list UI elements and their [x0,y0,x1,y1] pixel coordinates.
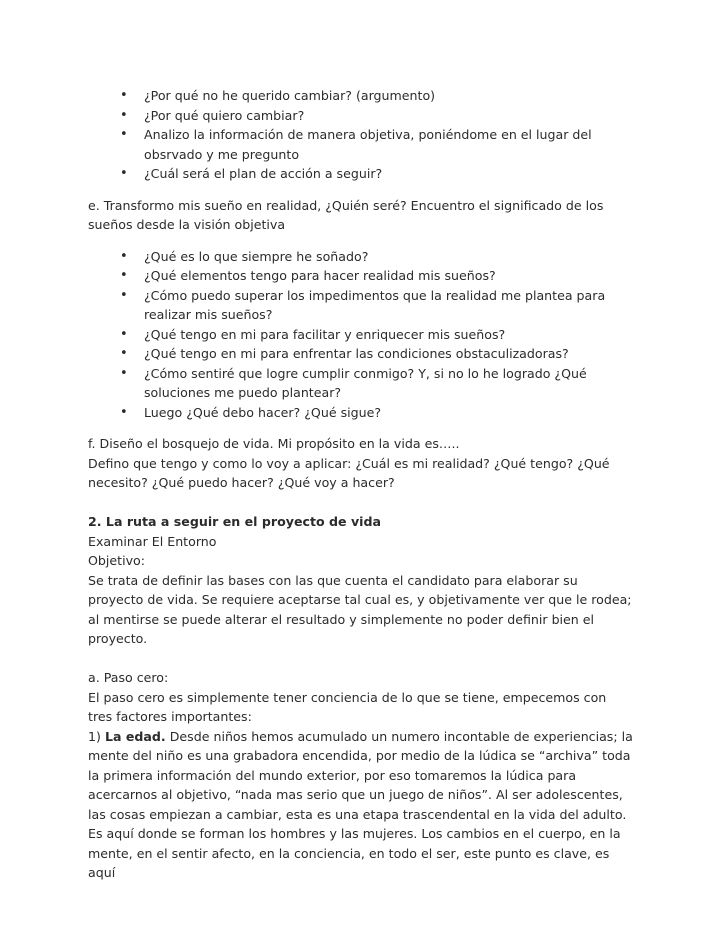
paragraph-f-title: f. Diseño el bosquejo de vida. Mi propósito en la vida es….. [88,436,460,451]
list-item: • ¿Qué tengo en mi para facilitar y enriquecer mis sueños? [88,325,633,345]
paragraph-f-body: Defino que tengo y como lo voy a aplicar: ¿Cuál es mi realidad? ¿Qué tengo? ¿Qué necesito? ¿Qué puedo hacer? ¿Qué voy a hacer? [88,455,610,490]
edad-text: Desde niños hemos acumulado un numero incontable de experiencias; la mente del niño es una grabadora encendida, por medio de la lúdica se “archiva” toda la primera información del mundo exterior, por eso tomaremos la lúdica para acercarnos al objetivo, “nada mas serio que un juego de niños”. Al ser adolescentes, las cosas empiezan a cambiar, esta es una etapa trascendental en la vida del adulto. Es aquí donde se forman los hombres y las mujeres. Los cambios en el cuerpo, en la mente, en el sentir afecto, en la conciencia, en todo el ser, este punto es clave, es aquí [88,728,633,880]
question-list-2 [88,247,633,423]
edad-paragraph [88,727,633,883]
section-2-objective-label: Objetivo: [88,553,145,568]
list-item: • Luego ¿Qué debo hacer? ¿Qué sigue? [88,403,633,423]
list-item: • ¿Qué tengo en mi para enfrentar las condiciones obstaculizadoras? [88,344,633,364]
edad-label: La edad. [104,728,166,744]
section-2-heading: 2. La ruta a seguir en el proyecto de vida [88,514,381,529]
question-list-1 [88,86,633,184]
list-item: • ¿Cómo sentiré que logre cumplir conmigo? Y, si no lo he logrado ¿Qué soluciones me puedo plantear? [88,364,633,403]
paragraph-e: e. Transformo mis sueño en realidad, ¿Quién seré? Encuentro el significado de los sueños desde la visión objetiva [88,197,604,232]
section-2-subtitle: Examinar El Entorno [88,533,217,549]
list-item: • ¿Qué elementos tengo para hacer realidad mis sueños? [88,266,633,286]
list-item: • ¿Cuál será el plan de acción a seguir? [88,164,633,184]
section-2-body: Se trata de definir las bases con las que cuenta el candidato para elaborar su proyecto de vida. Se requiere aceptarse tal cual es, y objetivamente ver que le rodea; al mentirse se puede alterar el resultado y simplemente no poder definir bien el proyecto. [88,572,632,646]
paso-cero-body: El paso cero es simplemente tener conciencia de lo que se tiene, empecemos con tres factores importantes: [88,689,607,724]
list-item: • ¿Por qué no he querido cambiar? (argumento) [88,86,633,106]
edad-number: 1) [88,728,105,744]
list-item: • ¿Qué es lo que siempre he soñado? [88,247,633,267]
paso-cero-title: a. Paso cero: [88,670,169,685]
list-item: • ¿Cómo puedo superar los impedimentos que la realidad me plantea para realizar mis sueños? [88,286,633,325]
list-item: • Analizo la información de manera objetiva, poniéndome en el lugar del obsrvado y me pregunto [88,125,633,164]
list-item: • ¿Por qué quiero cambiar? [88,106,633,126]
document-content [88,86,633,883]
